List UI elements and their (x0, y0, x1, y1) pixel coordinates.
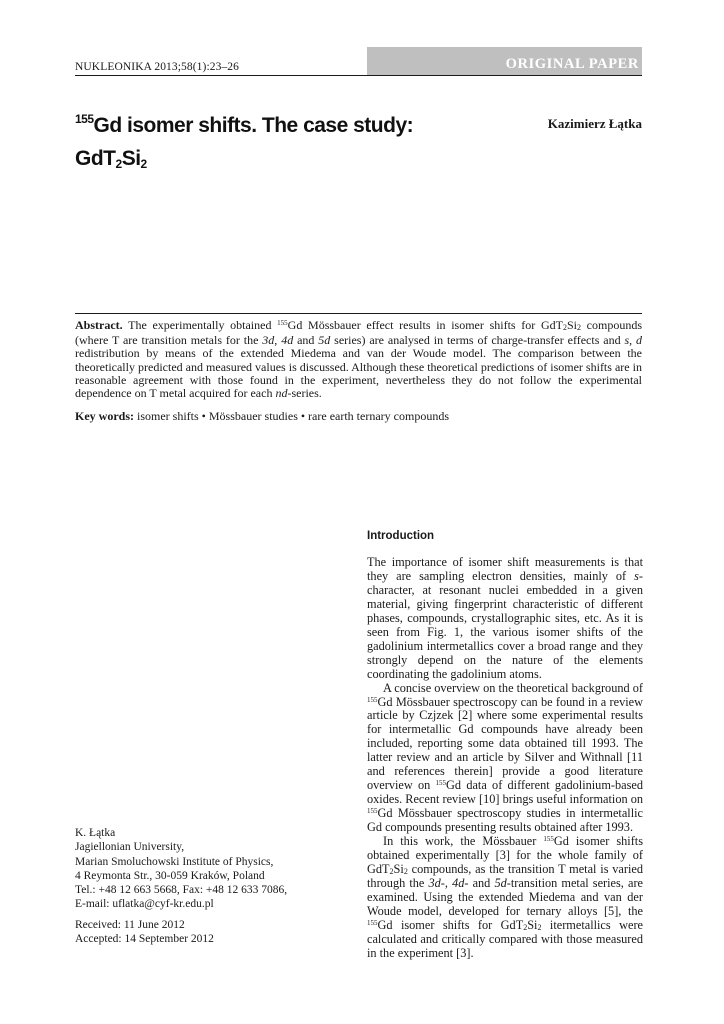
keywords-label: Key words: (75, 409, 134, 423)
affil-phone: Tel.: +48 12 663 5668, Fax: +48 12 633 7086, (75, 884, 288, 897)
affil-university: Jagiellonian University, (75, 841, 185, 854)
abstract-label: Abstract. (75, 318, 123, 332)
title-line1: Gd isomer shifts. The case study: (93, 114, 414, 137)
affil-email: E-mail: uflatka@cyf-kr.edu.pl (75, 898, 214, 911)
header-rule (75, 75, 642, 76)
intro-paragraph-1: The importance of isomer shift measurements is that they are sampling electron densities, mainly of s-character, at resonant nuclei embedded in a given material, giving fingerprint characteristic of different phases, compounds, crystallographic sites, etc. As it is seen from Fig. 1, the various isomer shifts of the gadolinium intermetallics cover a broad range and they strongly depend on the nature of the elements coordinating the gadolinium atoms. (367, 555, 643, 681)
author-affiliation (75, 826, 345, 912)
abstract-rule (75, 313, 642, 314)
affil-address: 4 Reymonta Str., 30-059 Kraków, Poland (75, 869, 265, 882)
received-date: Received: 11 June 2012 (75, 919, 185, 931)
keywords-list: isomer shifts • Mössbauer studies • rare earth ternary compounds (134, 409, 449, 423)
affil-institute: Marian Smoluchowski Institute of Physics, (75, 855, 274, 868)
intro-paragraph-2: A concise overview on the theoretical background of $^{155}$Gd Mössbauer spectroscopy can be found in a review article by Czjzek [2] where some experimental results for intermetallic Gd compounds have already been included, reporting some data obtained till 1993. The latter review and an article by Silver and Withnall [11 and references therein] provide a good literature overview on $^{155}$Gd data of different gadolinium-based oxides. Recent review [10] brings useful information on $^{155}$Gd Mössbauer spectroscopy studies in intermetallic Gd compounds presenting results obtained after 1993. (367, 680, 643, 835)
title-isotope-mass: 155 (75, 112, 94, 126)
introduction-body (367, 556, 643, 961)
introduction-heading: Introduction (367, 530, 435, 542)
accepted-date: Accepted: 14 September 2012 (75, 933, 214, 946)
abstract: Abstract. The experimentally obtained $^{155}$Gd Mössbauer effect results in isomer shifts for $GdT_2Si_2$ compounds (where T are transition metals for the 3d, 4d and 5d series) are analysed in terms of charge-transfer effects and s, d redistribution by means of the extended Miedema and van der Woude model. The comparison between the theoretically predicted and measured values is discussed. Although these theoretical predictions of isomer shifts are in reasonable agreement with those found in the experiment, nevertheless they do not follow the experimental dependence on T metal acquired for each nd-series. (75, 318, 643, 401)
author-name: Kazimierz Łątka (547, 116, 642, 131)
intro-paragraph-3: In this work, the Mössbauer $^{155}$Gd isomer shifts obtained experimentally [3] for the whole family of $GdT_2Si_2$ compounds, as the transition T metal is varied through the 3d-, 4d- and 5d-transition metal series, are examined. Using the extended Miedema and van der Woude model, developed for ternary alloys [5], the $^{155}$Gd isomer shifts for $GdT_2Si_2$ itermetallics were calculated and critically compared with those measured in the experiment [3]. (367, 834, 643, 960)
keywords (75, 409, 642, 423)
journal-reference: NUKLEONIKA 2013;58(1):23–26 (75, 61, 240, 73)
title-compound: $GdT_2Si_2$ (75, 147, 147, 171)
submission-dates (75, 918, 345, 947)
affil-name: K. Łątka (75, 827, 116, 839)
paper-title (75, 103, 455, 181)
section-banner: ORIGINAL PAPER (367, 47, 642, 75)
